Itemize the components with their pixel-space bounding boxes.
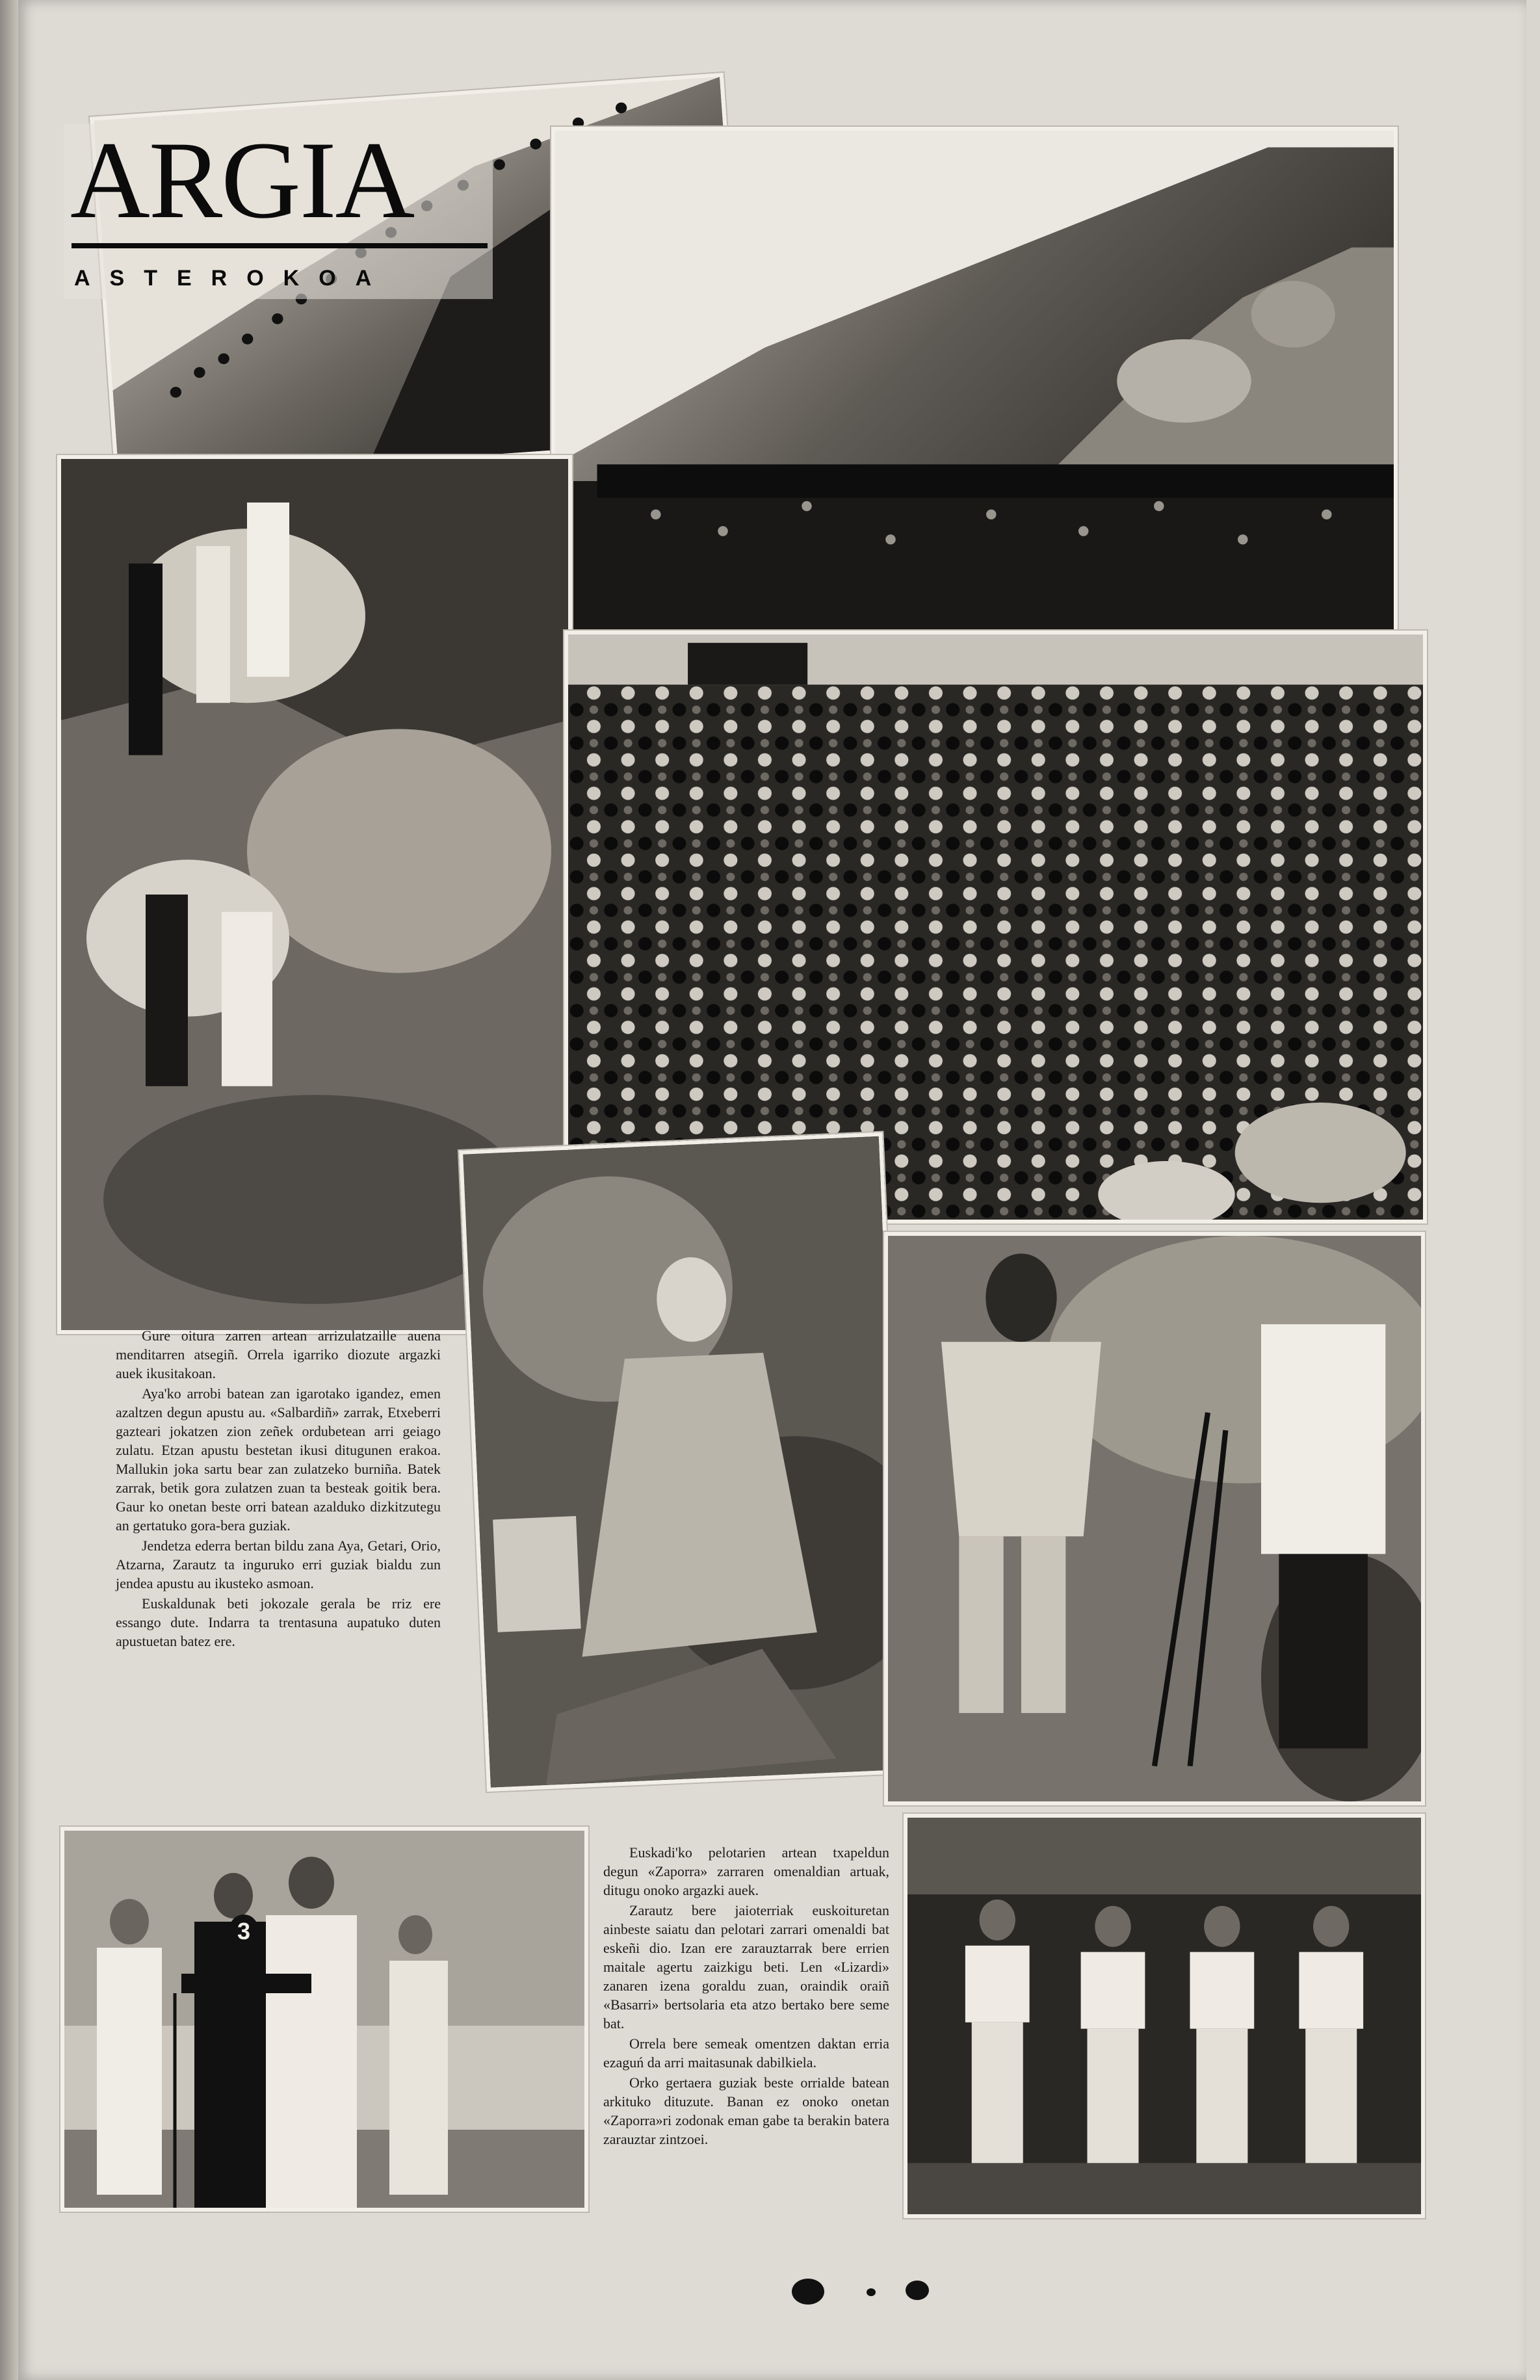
photo-seated-man xyxy=(459,1132,910,1792)
masthead-rule xyxy=(72,243,488,248)
quarry-crowd-image-b xyxy=(555,131,1394,631)
photo-dense-crowd xyxy=(564,631,1427,1223)
article-pelota-paragraph: Orko gertaera guziak beste orrialde batean arkituko dituzute. Banan ez onoko onetan «Zaporra»ri zodonak eman gabe ta berakin batera zarauztar zintzoei. xyxy=(603,2074,889,2147)
photo-quarry-crowd-wide xyxy=(551,127,1398,635)
article-stone-paragraph: Euskaldunak beti jokozale gerala be rriz ere essango dute. Indarra ta trentasuna aupatuko duten apustuetan batez ere. xyxy=(116,1595,441,1649)
photo-pelotari-embrace xyxy=(60,1827,588,2212)
article-stone-paragraph: Jendetza ederra bertan bildu zana Aya, Getari, Orio, Atzarna, Zarautz ta inguruko erri guziak bialdu zun jendea apustu au ikusteko asmoan. xyxy=(116,1537,441,1591)
binding-edge xyxy=(0,0,18,2380)
dense-crowd-image xyxy=(568,634,1423,1220)
photo-two-men-drilling xyxy=(884,1232,1425,1805)
article-pelota-paragraph: Zarautz bere jaioterriak euskoituretan ainbeste saiatu dan pelotari zarrari omenaldi bat eskeñi dio. Izan ere zarauztarrak bere errien maitale agertu zaizkigu beti. Len «Lizardi» zanaren izena goraldu zuan, oraindik oraiñ «Basarri» bertsolaria eta atzo bertako bere seme bat. xyxy=(603,1902,889,2032)
pelotari-embrace-image xyxy=(64,1831,584,2208)
article-stone-paragraph: Gure oitura zarren artean arrizulatzaille auena menditarren atsegiñ. Orrela igarriko diozute argazki auek ikusitakoan. xyxy=(116,1327,441,1381)
article-stone-paragraph: Aya'ko arrobi batean zan igarotako igandez, emen azaltzen degun apustu au. «Salbardiñ» zarrak, Etxeberri gazteari jokatzen zion zeñek ordubetean arri geiago zulatu. Etzan apustu bestetan ikusi ditugunen erakoa. Mallukin joka sartu bear zan zulatzeko burniña. Batek zarrak, betik gora zulatzen zuan ta besteak goitik bera. Gaur ko onetan beste orri batean azalduko dizkitzutegu an gertatuko gora-bera guziak. xyxy=(116,1385,441,1534)
ink-blot xyxy=(906,2281,929,2300)
masthead-title: ARGIA xyxy=(70,119,414,241)
court-number-marker: 3 xyxy=(229,1915,258,1948)
article-pelota-paragraph: Orrela bere semeak omentzen daktan erria ezaguń da arri maitasunak dabilkiela. xyxy=(603,2035,889,2071)
article-pelota-paragraph: Euskadi'ko pelotarien artean txapeldun degun «Zaporra» zarraren omenaldian artuak, ditugu onoko argazki auek. xyxy=(603,1844,889,1898)
article-stone-drilling xyxy=(116,1326,441,1652)
article-pelota-homage xyxy=(603,1843,889,2150)
seated-man-image xyxy=(463,1136,906,1788)
newspaper-page xyxy=(18,0,1526,2380)
ink-blot xyxy=(867,2288,876,2296)
ink-blot xyxy=(792,2279,824,2305)
masthead-subtitle: ASTEROKOA xyxy=(74,266,391,291)
four-pelotaris-image xyxy=(907,1818,1421,2214)
photo-four-pelotaris xyxy=(904,1814,1425,2218)
two-men-drilling-image xyxy=(888,1236,1421,1801)
